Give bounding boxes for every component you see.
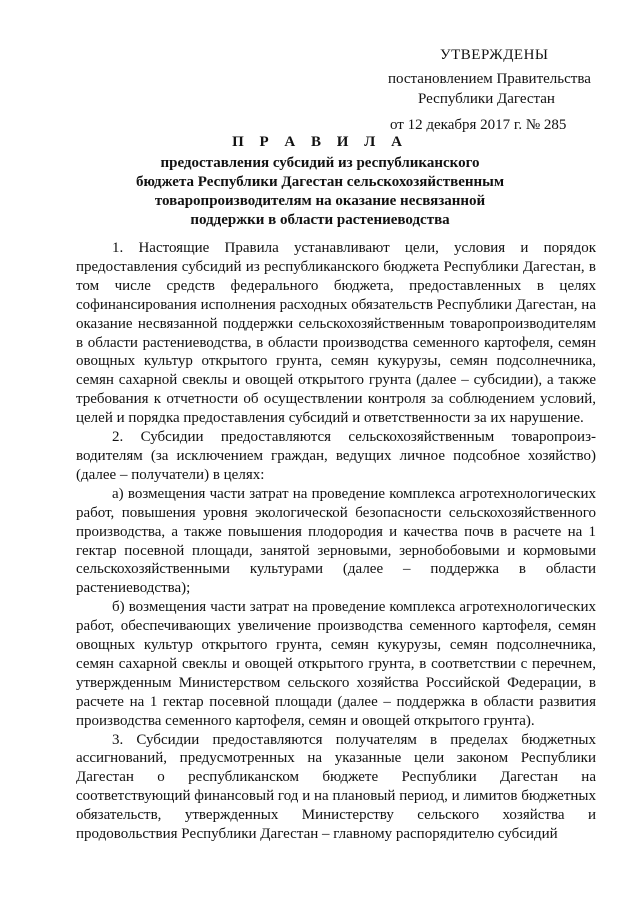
subtitle-line: бюджета Республики Дагестан сельскохозяйственным bbox=[135, 174, 505, 190]
approval-line-2: Республики Дагестан bbox=[418, 91, 555, 107]
paragraph-2: 2. Субсидии предоставляются сельскохозяйственным товаропроизводителям (за исключением граждан, ведущих личное подсобное хозяйство) (далее – получатели) в целях: bbox=[76, 429, 596, 483]
document-title: П Р А В И Л А bbox=[232, 134, 408, 150]
paragraph-2a: а) возмещения части затрат на проведение комплекса агротехнологических работ, повышения уровня экологической безопасности сельскохозяйственного производства, а также повышения плодородия и качества почв в расчете на 1 гектар посевной площади, занятой зерновыми, зернобобовыми и кормовыми сельскохозяйственными культурами (далее – поддержка в области растениеводства); bbox=[76, 485, 596, 597]
approval-line-1: постановлением Правительства bbox=[388, 71, 591, 87]
subtitle-line: предоставления субсидий из республиканского bbox=[160, 155, 480, 171]
approval-date: от 12 декабря 2017 г. № 285 bbox=[390, 117, 567, 133]
document-subtitle bbox=[90, 154, 550, 230]
paragraph-3: 3. Субсидии предоставляются получателям в пределах бюджетных ассигнований, предусмотренных на указанные цели законом Республики Дагестан о республиканском бюджете Республики Дагестан на соответствующий финансовый год и на плановый период, и лимитов бюджетных обязательств, утвержденных Министерству сельского хозяйства и продовольствия Республики Дагестан – главному распорядителю субсидий bbox=[76, 731, 596, 843]
subtitle-line: поддержки в области растениеводства bbox=[190, 212, 450, 228]
paragraph-2b: б) возмещения части затрат на проведение комплекса агротехнологических работ, обеспечивающих увеличение производства семенного картофеля, семян овощных культур открытого грунта, семян кукурузы, семян подсолнечника, семян сахарной свеклы и овощей открытого грунта, в соответствии с перечнем, утвержденным Министерством сельского хозяйства Российской Федерации, в расчете на 1 гектар посевной площади (далее – поддержка в области развития производства семенного картофеля, семян и овощей открытого грунта). bbox=[76, 599, 596, 729]
subtitle-line: товаропроизводителям на оказание несвязанной bbox=[154, 193, 486, 209]
document-body bbox=[76, 239, 596, 844]
paragraph-1: 1. Настоящие Правила устанавливают цели, условия и порядок предоставления субсидий из республиканского бюджета Республики Дагестан, в том числе средств федерального бюджета, предоставленных в целях софинансирования исполнения расходных обязательств Республики Дагестан, на оказание несвязанной поддержки сельскохозяйственным товаропроизводителям в области растениеводства, в области производства семенного картофеля, семян овощных культур открытого грунта, семян кукурузы, семян подсолнечника, семян сахарной свеклы и овощей открытого грунта (далее – субсидии), а также требования к отчетности об осуществлении контроля за соблюдением условий, целей и порядка предоставления субсидий и ответственности за их нарушение. bbox=[76, 240, 596, 427]
approval-title: УТВЕРЖДЕНЫ bbox=[440, 47, 549, 63]
